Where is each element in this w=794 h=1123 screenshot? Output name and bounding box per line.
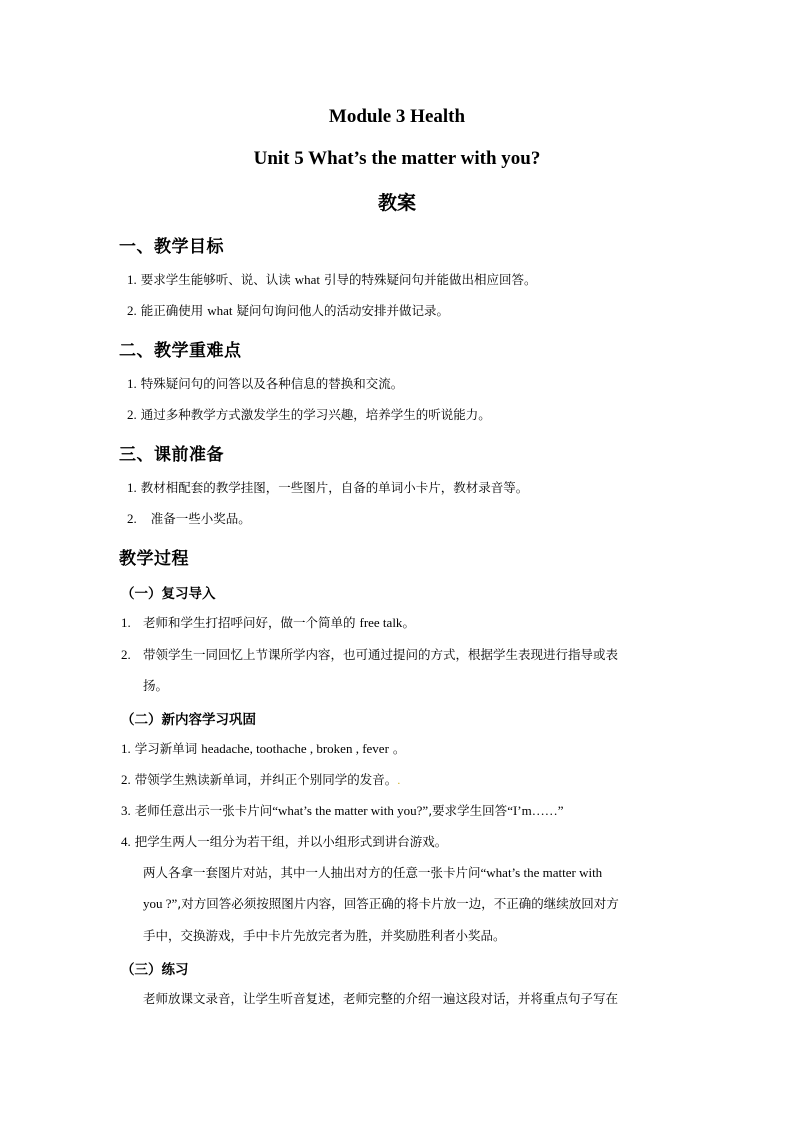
item-text-en: what xyxy=(207,303,233,318)
item-text: 准备一些小奖品。 xyxy=(150,511,251,526)
item-text: 特殊疑问句的问答以及各种信息的替换和交流。 xyxy=(140,376,404,391)
module-title: Module 3 Health xyxy=(328,106,466,127)
subsection-heading-practice: （三）练习 xyxy=(121,962,189,978)
key-point-item-2 xyxy=(127,405,491,423)
item-text-en: “I’m……” xyxy=(507,803,564,818)
item-number: 1. xyxy=(127,376,137,391)
unit-title: Unit 5 What’s the matter with you? xyxy=(253,148,541,169)
edit-mark: . xyxy=(397,776,401,787)
section-heading-preparation: 三、课前准备 xyxy=(119,445,224,465)
item-text: 教材相配套的教学挂图，一些图片，自备的单词小卡片，教材录音等。 xyxy=(140,480,529,495)
subsection-heading-review: （一）复习导入 xyxy=(121,586,216,602)
item-text: 疑问句询问他人的活动安排并做记录。 xyxy=(232,303,449,318)
game-description-line-2 xyxy=(143,894,619,912)
paragraph-text: ,对方回答必须按照图片内容，回答正确的将卡片放一边，不正确的继续放回对方 xyxy=(177,896,619,911)
item-text: 老师和学生打招呼问好，做一个简单的 xyxy=(143,615,360,630)
paragraph-text-en: “what’s the matter with xyxy=(480,865,603,880)
item-number: 1. xyxy=(127,272,137,287)
item-number: 2. xyxy=(127,511,137,526)
review-item-2-continued: 扬。 xyxy=(143,678,169,693)
game-description-line-1 xyxy=(143,863,602,881)
item-text: 带领学生熟读新单词，并纠正个别同学的发音。 xyxy=(134,772,398,787)
new-content-item-3 xyxy=(121,801,564,819)
item-text: 能正确使用 xyxy=(140,303,208,318)
item-number: 1. xyxy=(121,615,131,630)
section-heading-key-points: 二、教学重难点 xyxy=(119,341,242,361)
game-description-line-3: 手中，交换游戏，手中卡片先放完者为胜，并奖励胜利者小奖品。 xyxy=(143,928,506,943)
review-item-2 xyxy=(121,645,618,663)
item-text: 通过多种教学方式激发学生的学习兴趣，培养学生的听说能力。 xyxy=(140,407,491,422)
item-text: 带领学生一同回忆上节课所学内容，也可通过提问的方式，根据学生表现进行指导或表 xyxy=(143,647,619,662)
item-number: 2. xyxy=(127,303,137,318)
objective-item-1 xyxy=(127,270,536,288)
item-number: 3. xyxy=(121,803,131,818)
objective-item-2 xyxy=(127,301,449,319)
new-content-item-4 xyxy=(121,832,447,850)
item-text: 把学生两人一组分为若干组，并以小组形式到讲台游戏。 xyxy=(134,834,448,849)
preparation-item-1 xyxy=(127,478,528,496)
item-text-en: free talk xyxy=(359,615,403,630)
item-number: 4. xyxy=(121,834,131,849)
section-heading-objectives: 一、教学目标 xyxy=(119,237,224,257)
item-text: 引导的特殊疑问句并能做出相应回答。 xyxy=(320,272,537,287)
item-text-en: what xyxy=(294,272,320,287)
key-point-item-1 xyxy=(127,374,403,392)
new-content-item-2 xyxy=(121,770,400,788)
item-text: 学习新单词 xyxy=(134,741,202,756)
item-text: 。 xyxy=(402,615,415,630)
section-heading-process: 教学过程 xyxy=(119,549,189,569)
item-number: 2. xyxy=(121,647,131,662)
item-number: 2. xyxy=(127,407,137,422)
practice-paragraph-line-1: 老师放课文录音，让学生听音复述，老师完整的介绍一遍这段对话，并将重点句子写在 xyxy=(143,991,619,1006)
review-item-1 xyxy=(121,613,415,631)
item-text-en: headache, toothache , broken , fever xyxy=(201,741,389,756)
preparation-item-2 xyxy=(127,509,251,527)
item-number: 1. xyxy=(121,741,131,756)
paragraph-text: 两人各拿一套图片对站，其中一人抽出对方的任意一张卡片问 xyxy=(143,865,481,880)
document-type-title: 教案 xyxy=(377,192,416,214)
subsection-heading-new-content: （二）新内容学习巩固 xyxy=(121,712,256,728)
new-content-item-1 xyxy=(121,739,405,757)
item-text: ,要求学生回答 xyxy=(428,803,508,818)
item-number: 2. xyxy=(121,772,131,787)
item-number: 1. xyxy=(127,480,137,495)
item-text: 要求学生能够听、说、认读 xyxy=(140,272,295,287)
paragraph-text-en: you ?” xyxy=(143,896,178,911)
item-text-en: “what’s the matter with you?” xyxy=(272,803,429,818)
item-text: 老师任意出示一张卡片问 xyxy=(134,803,273,818)
item-text: 。 xyxy=(388,741,406,756)
